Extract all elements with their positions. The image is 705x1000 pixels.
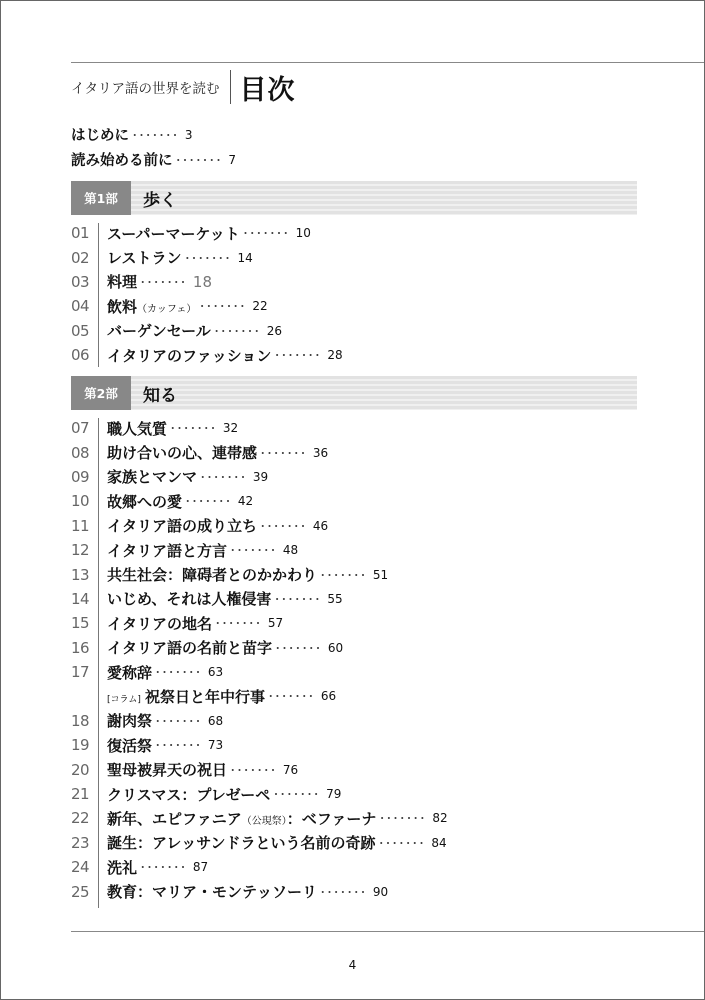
page-ref: 57 (267, 616, 284, 631)
header-divider (230, 70, 231, 104)
page-ref: 87 (192, 860, 209, 875)
chapter-number: 24 (71, 858, 90, 877)
entry-title (107, 296, 196, 317)
chapter-number: 04 (71, 297, 90, 316)
chapter-number: 25 (71, 882, 90, 901)
entry-title (107, 686, 265, 707)
part-2-header[interactable] (71, 376, 637, 410)
entry-title: レストラン (107, 249, 182, 268)
leader-dots: ･･･････ (274, 592, 322, 606)
part-label: 第2部 (71, 376, 131, 410)
entry-title: バーゲンセール (107, 322, 211, 341)
page-ref: 73 (207, 738, 224, 753)
entry-title: スーパーマーケット (107, 224, 240, 243)
entry-title: イタリア語の成り立ち (107, 517, 258, 536)
leader-dots: ･･･････ (140, 861, 187, 875)
bottom-rule (71, 931, 704, 932)
chapter-number: 06 (71, 346, 90, 365)
leader-dots: ･･･････ (230, 763, 277, 777)
entry-title: 故郷への愛 (107, 492, 183, 511)
entry-title: イタリアの地名 (107, 614, 213, 633)
leader-dots: ･･･････ (320, 885, 367, 899)
part-1-list (71, 221, 343, 367)
toc-entry[interactable] (71, 489, 448, 513)
page-ref: 18 (192, 272, 213, 291)
page-ref: 84 (431, 835, 447, 850)
entry-title: 愛称辞 (107, 663, 153, 682)
toc-entry[interactable] (71, 660, 448, 684)
toc-entry[interactable] (71, 319, 343, 343)
page-ref: 51 (372, 567, 389, 582)
chapter-number: 10 (71, 492, 90, 511)
page-ref: 79 (326, 787, 342, 802)
leader-dots: ･･･････ (273, 788, 321, 802)
entry-title: イタリア語の名前と苗字 (107, 639, 273, 658)
leader-dots: ･･･････ (260, 446, 307, 460)
leader-dots: ･･･････ (170, 422, 217, 436)
toc-entry-column[interactable] (71, 684, 448, 708)
intro-list (71, 122, 236, 172)
toc-entry[interactable] (71, 514, 448, 538)
entry-title: 料理 (107, 273, 138, 292)
entry-title: はじめに (71, 128, 129, 144)
page-ref: 7 (228, 152, 237, 167)
chapter-number: 18 (71, 711, 90, 730)
page-ref: 3 (184, 127, 193, 142)
column-tag: [コラム] (107, 694, 141, 705)
toc-entry[interactable] (71, 538, 448, 562)
chapter-number: 08 (71, 443, 90, 462)
chapter-number: 07 (71, 419, 90, 438)
toc-entry[interactable] (71, 416, 448, 440)
leader-dots: ･･･････ (242, 227, 290, 241)
toc-entry[interactable] (71, 440, 448, 464)
toc-entry[interactable] (71, 343, 343, 367)
leader-dots: ･･･････ (320, 568, 367, 582)
page-ref: 42 (237, 494, 254, 509)
entry-subtitle: （公現祭） (241, 815, 287, 827)
entry-title: 職人気質 (107, 419, 168, 438)
page-ref: 28 (327, 348, 343, 363)
toc-entry[interactable] (71, 709, 448, 733)
entry-title: いじめ、それは人権侵害 (107, 590, 272, 609)
page-ref: 14 (237, 250, 253, 265)
toc-title: 目次 (239, 74, 296, 106)
chapter-number: 22 (71, 809, 90, 828)
toc-entry[interactable] (71, 879, 448, 903)
entry-title (107, 808, 376, 829)
entry-title: 家族とマンマ (107, 468, 198, 487)
entry-title-main: 新年、エピファニア (107, 809, 242, 828)
chapter-number: 15 (71, 614, 90, 633)
chapter-number: 19 (71, 736, 90, 755)
entry-title: 聖母被昇天の祝日 (107, 761, 228, 780)
toc-entry-before-reading[interactable] (71, 147, 236, 172)
chapter-number: 17 (71, 663, 90, 682)
leader-dots: ･･･････ (175, 153, 223, 167)
page-ref: 26 (266, 323, 282, 338)
toc-entry[interactable] (71, 270, 343, 294)
toc-entry[interactable] (71, 611, 448, 635)
toc-entry[interactable] (71, 806, 448, 830)
page-ref: 39 (252, 469, 269, 484)
leader-dots: ･･･････ (132, 128, 179, 142)
toc-entry-hajimeni[interactable] (71, 122, 236, 147)
leader-dots: ･･･････ (185, 495, 232, 509)
entry-subtitle: （カッフェ） (137, 303, 197, 315)
entry-title: イタリアのファッション (107, 346, 272, 365)
chapter-number: 21 (71, 785, 90, 804)
entry-title-main: 祝祭日と年中行事 (144, 687, 265, 706)
chapter-number: 23 (71, 833, 90, 852)
leader-dots: ･･･････ (155, 714, 202, 728)
page-ref: 10 (295, 226, 311, 241)
toc-entry[interactable] (71, 221, 343, 245)
page-ref: 90 (372, 884, 389, 899)
toc-entry[interactable] (71, 294, 343, 318)
chapter-number: 11 (71, 516, 90, 535)
entry-title: 洗礼 (107, 858, 138, 877)
entry-title: 助け合いの心、連帯感 (107, 444, 258, 463)
chapter-number: 01 (71, 224, 90, 243)
toc-entry[interactable] (71, 245, 343, 269)
page-ref: 32 (222, 421, 239, 436)
leader-dots: ･･･････ (267, 690, 315, 704)
entry-title: 共生社会：障碍者とのかかわり (107, 566, 318, 585)
toc-entry[interactable] (71, 562, 448, 586)
leader-dots: ･･･････ (274, 349, 322, 363)
leader-dots: ･･･････ (260, 519, 307, 533)
toc-entry[interactable] (71, 831, 448, 855)
entry-title: クリスマス：プレゼーペ (107, 785, 271, 804)
page-ref: 82 (432, 811, 448, 826)
leader-dots: ･･･････ (215, 617, 262, 631)
chapter-number: 09 (71, 467, 90, 486)
leader-dots: ･･･････ (230, 544, 277, 558)
toc-entry[interactable] (71, 733, 448, 757)
part-title: 歩く (143, 190, 177, 211)
chapter-number: 12 (71, 541, 90, 560)
leader-dots: ･･･････ (213, 324, 261, 338)
entry-title: 教育：マリア・モンテッソーリ (107, 883, 318, 902)
part-1-header[interactable] (71, 181, 637, 215)
page-ref: 48 (282, 543, 299, 558)
entry-title-tail: ：ベファーナ (286, 809, 377, 828)
entry-title: イタリア語と方言 (107, 541, 228, 560)
page-ref: 46 (312, 518, 329, 533)
leader-dots: ･･･････ (155, 666, 202, 680)
chapter-number: 13 (71, 565, 90, 584)
entry-title: 復活祭 (107, 736, 153, 755)
toc-entry[interactable] (71, 757, 448, 781)
page-ref: 68 (207, 713, 224, 728)
leader-dots: ･･･････ (378, 836, 426, 850)
leader-dots: ･･･････ (140, 275, 187, 289)
entry-title-main: 飲料 (107, 297, 138, 316)
leader-dots: ･･･････ (275, 641, 322, 655)
page-number: 4 (348, 958, 357, 972)
book-title: イタリア語の世界を読む (71, 81, 220, 97)
leader-dots: ･･･････ (184, 251, 232, 265)
chapter-number: 16 (71, 638, 90, 657)
chapter-number: 02 (71, 248, 90, 267)
chapter-number: 05 (71, 321, 90, 340)
toc-entry[interactable] (71, 782, 448, 806)
chapter-number: 03 (71, 272, 90, 291)
page-ref: 22 (252, 299, 268, 314)
entry-title: 読み始める前に (71, 153, 173, 169)
toc-entry[interactable] (71, 465, 448, 489)
page-ref: 76 (282, 762, 299, 777)
leader-dots: ･･･････ (379, 812, 427, 826)
page-ref: 66 (320, 689, 337, 704)
toc-entry[interactable] (71, 587, 448, 611)
top-rule (71, 62, 704, 63)
page-ref: 63 (207, 665, 224, 680)
page-ref: 60 (327, 640, 344, 655)
leader-dots: ･･･････ (155, 739, 202, 753)
part-2-list (71, 416, 448, 904)
page-ref: 36 (312, 445, 329, 460)
entry-title: 謝肉祭 (107, 712, 153, 731)
part-label: 第1部 (71, 181, 131, 215)
chapter-number: 14 (71, 589, 90, 608)
toc-entry[interactable] (71, 855, 448, 879)
toc-entry[interactable] (71, 636, 448, 660)
leader-dots: ･･･････ (199, 300, 247, 314)
chapter-number: 20 (71, 760, 90, 779)
part-title: 知る (143, 385, 177, 406)
entry-title: 誕生：アレッサンドラという名前の奇跡 (107, 834, 376, 853)
page-header (71, 67, 296, 107)
page-ref: 55 (327, 591, 343, 606)
leader-dots: ･･･････ (200, 470, 247, 484)
